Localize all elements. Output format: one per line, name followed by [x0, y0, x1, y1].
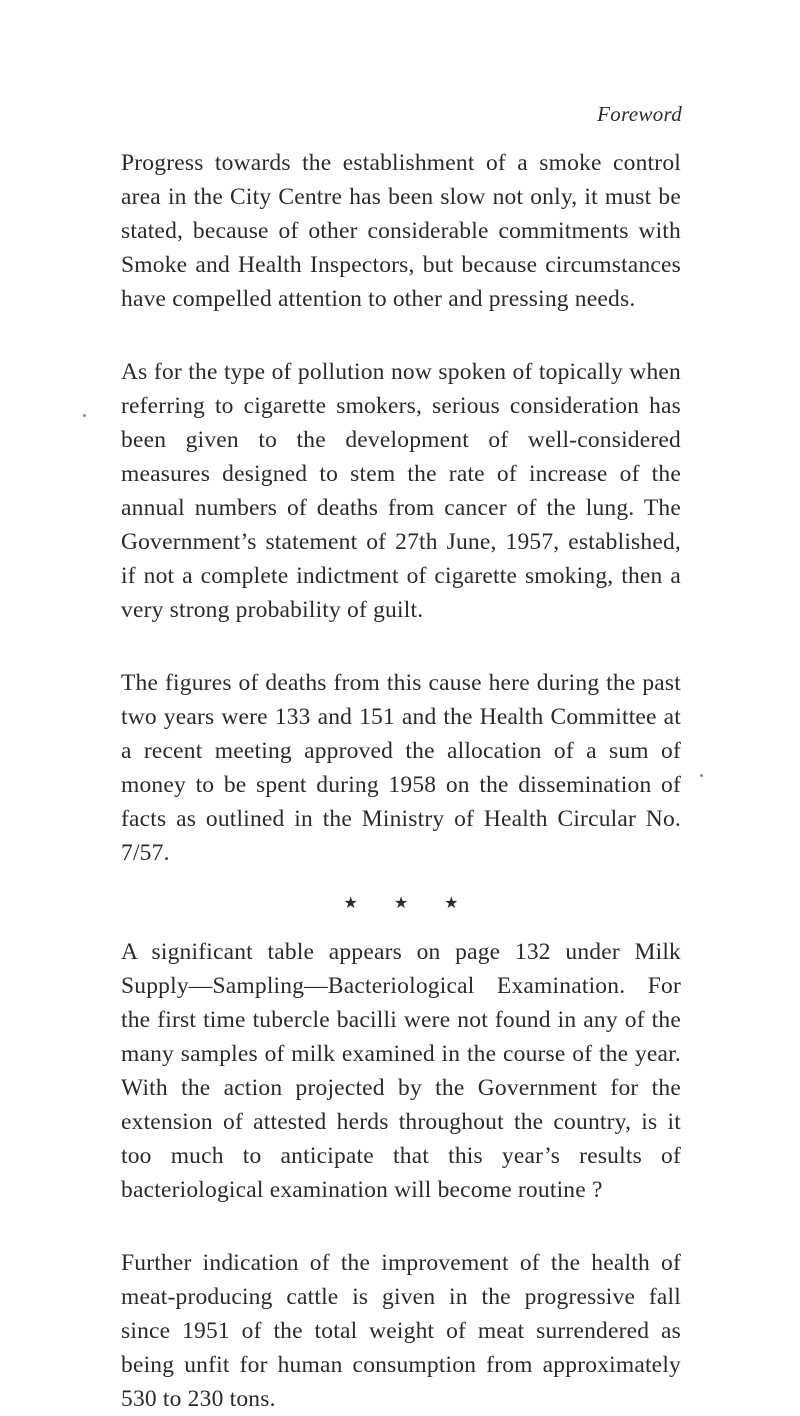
scan-speck	[700, 774, 703, 777]
paragraph-lung-cancer-deaths: The figures of deaths from this cause here during the past two years were 133 and 151 and the Health Committee at a recent meeting approved the allocation of a sum of money to be spent during 1958 on the dissemination of facts as outlined in the Ministry of Health Circular No. 7/57.	[121, 670, 681, 866]
paragraph-smoke-control: Progress towards the establishment of a smoke control area in the City Centre has been slow not only, it must be stated, because of other considerable commitments with Smoke and Health Inspectors, but because circumstances have compelled attention to other and pressing needs.	[121, 150, 681, 312]
scan-speck	[83, 414, 86, 417]
section-separator: ★ ★ ★	[343, 895, 475, 912]
paragraph-meat-surrendered: Further indication of the improvement of the health of meat-producing cattle is given in the progressive fall since 1951 of the total weight of meat surrendered as being unfit for human consumption from approximately 530 to 230 tons.	[121, 1250, 681, 1412]
paragraph-cigarette-smoking: As for the type of pollution now spoken of topically when referring to cigarette smokers, serious consideration has been given to the development of well-considered measures designed to stem the rate of increase of the annual numbers of deaths from cancer of the lung. The Government’s statement of 27th June, 1957, established, if not a complete indictment of cigarette smoking, then a very strong probability of guilt.	[121, 359, 681, 623]
paragraph-milk-supply: A significant table appears on page 132 under Milk Supply—Sampling—Bacteriological Examination. For the first time tubercle bacilli were not found in any of the many samples of milk examined in the course of the year. With the action projected by the Government for the extension of attested herds throughout the country, is it too much to anticipate that this year’s results of bacteriological examination will become routine ?	[121, 939, 681, 1203]
foreword-body	[121, 146, 681, 1416]
running-head-title: Foreword	[597, 102, 682, 126]
